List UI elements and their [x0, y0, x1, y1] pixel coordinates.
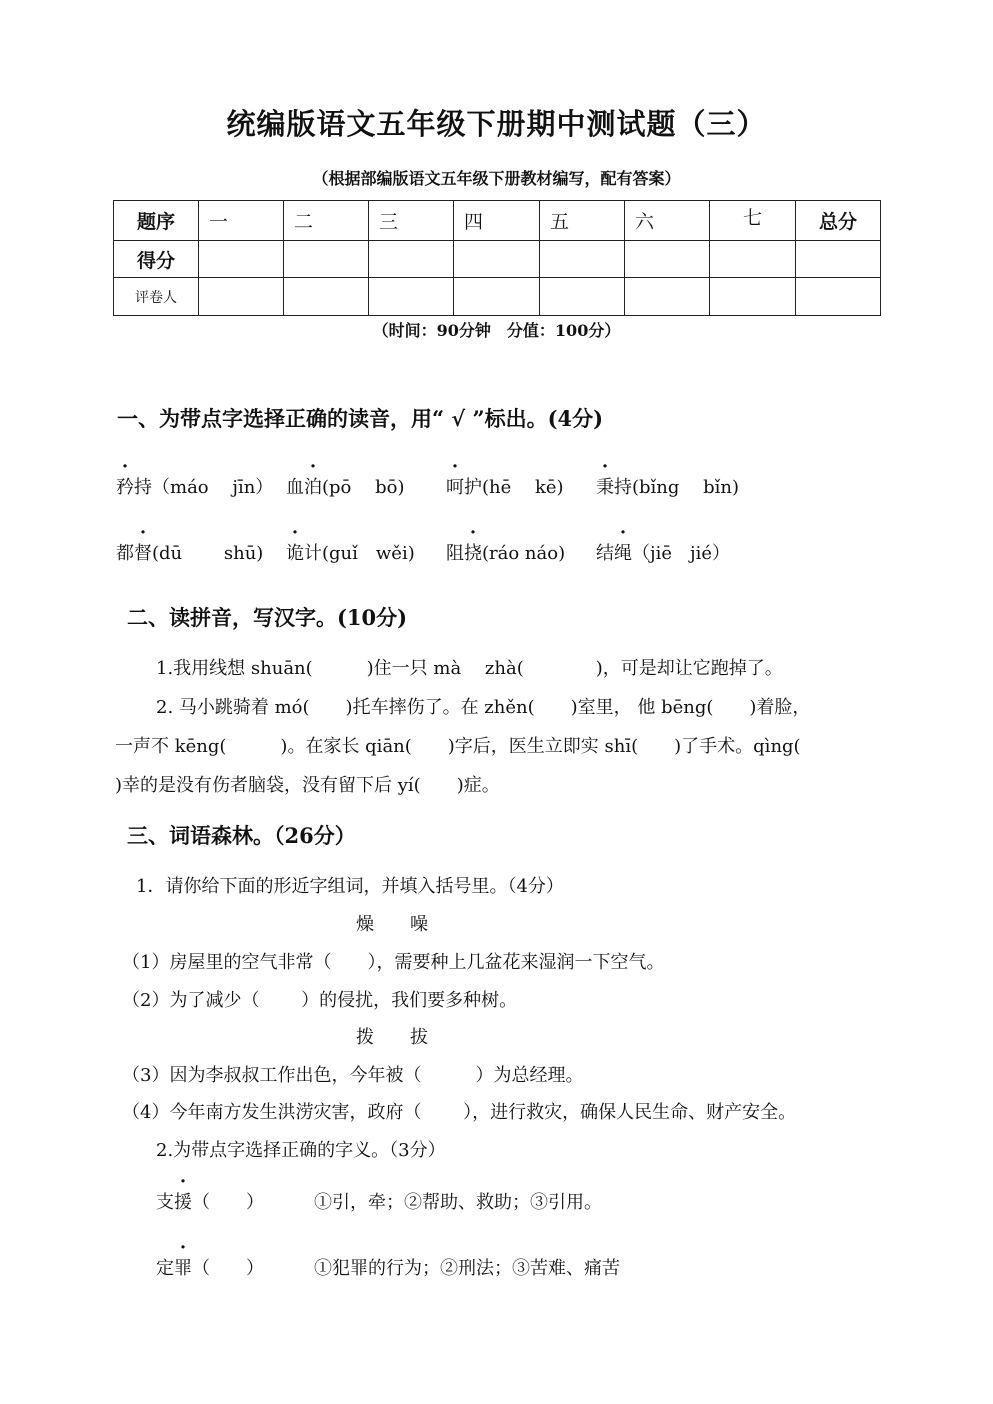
- score-input-cell[interactable]: [796, 241, 881, 278]
- score-input-cell[interactable]: [369, 241, 454, 278]
- score-table-cell: 六: [625, 201, 710, 241]
- score-row-label: 得分: [114, 241, 199, 278]
- char-pair: 燥 噪: [356, 914, 428, 935]
- score-table-score-row: [114, 241, 881, 278]
- section2-line: 2. 马小跳骑着 mó( )托车摔伤了。在 zhěn( )室里， 他 bēng( )着脸，: [156, 697, 811, 718]
- sentence: （2）为了减少（ ）的侵扰，我们要多种树。: [122, 990, 518, 1011]
- pinyin-item: 都督(dū shū): [116, 539, 263, 565]
- dotted-char: 秉: [596, 477, 614, 498]
- time-note: （时间：90分钟 分值：100分）: [372, 321, 621, 340]
- score-table-header-row: [114, 201, 881, 241]
- pinyin-item: 血泊(pō bō): [286, 473, 405, 499]
- pinyin-item: 秉持(bǐng bǐn): [596, 473, 739, 499]
- dotted-char: 罪: [174, 1258, 192, 1279]
- score-table-cell: 三: [369, 201, 454, 241]
- sentence: （4）今年南方发生洪涝灾害，政府（ ），进行救灾，确保人民生命、财产安全。: [122, 1102, 797, 1123]
- dotted-char: 呵: [446, 477, 464, 498]
- section2-line: )幸的是没有伤者脑袋，没有留下后 yí( )症。: [115, 775, 500, 796]
- grader-input-cell[interactable]: [625, 278, 710, 316]
- section1-heading: 一、为带点字选择正确的读音，用“ √ ”标出。(4分): [117, 406, 604, 431]
- question-1: 1．请你给下面的形近字组词，并填入括号里。（4分）: [136, 876, 564, 897]
- grader-input-cell[interactable]: [284, 278, 369, 316]
- grader-input-cell[interactable]: [199, 278, 284, 316]
- pinyin-item: 矜持（máo jīn）: [116, 473, 273, 499]
- score-input-cell[interactable]: [540, 241, 625, 278]
- grader-input-cell[interactable]: [796, 278, 881, 316]
- score-table-cell: 总分: [796, 201, 881, 241]
- section2-line: 一声不 kēng( )。在家长 qiān( )字后，医生立即实 shī( )了手术。qìng(: [115, 736, 801, 757]
- section2-line: 1.我用线想 shuān( )住一只 mà zhà( )，可是却让它跑掉了。: [156, 658, 783, 679]
- score-table-cell: 一: [199, 201, 284, 241]
- grader-input-cell[interactable]: [710, 278, 796, 316]
- pinyin-item: 呵护(hē kē): [446, 473, 564, 499]
- score-input-cell[interactable]: [199, 241, 284, 278]
- score-table-cell: 五: [540, 201, 625, 241]
- meaning-options: ①引，牵；②帮助、救助；③引用。: [314, 1192, 602, 1213]
- score-table-cell: 题序: [114, 201, 199, 241]
- char-pair: 拨 拔: [356, 1027, 428, 1048]
- meaning-item: 支援（ ）: [156, 1188, 264, 1214]
- meaning-options: ①犯罪的行为；②刑法；③苦难、痛苦: [314, 1258, 620, 1279]
- page-subtitle: （根据部编版语文五年级下册教材编写，配有答案）: [312, 169, 681, 188]
- question-2: 2.为带点字选择正确的字义。（3分）: [156, 1140, 446, 1161]
- score-table-cell: 四: [454, 201, 540, 241]
- meaning-item: 定罪（ ）: [156, 1254, 264, 1280]
- dotted-char: 督: [134, 543, 152, 564]
- dotted-char: 援: [174, 1192, 192, 1213]
- dotted-char: 挠: [464, 543, 482, 564]
- sentence: （1）房屋里的空气非常（ ），需要种上几盆花来湿润一下空气。: [122, 952, 665, 973]
- section2-heading: 二、读拼音，写汉字。(10分): [127, 605, 408, 630]
- score-table-cell: 七: [710, 201, 796, 241]
- grader-input-cell[interactable]: [369, 278, 454, 316]
- dotted-char: 绳: [614, 543, 632, 564]
- grader-row-label: 评卷人: [114, 278, 199, 316]
- score-input-cell[interactable]: [710, 241, 796, 278]
- pinyin-item: 阻挠(ráo náo): [446, 539, 565, 565]
- grader-input-cell[interactable]: [540, 278, 625, 316]
- score-table-grader-row: [114, 278, 881, 316]
- pinyin-item: 结绳（jiē jié）: [596, 539, 730, 565]
- score-input-cell[interactable]: [625, 241, 710, 278]
- pinyin-item: 诡计(guǐ wěi): [286, 539, 415, 565]
- score-input-cell[interactable]: [284, 241, 369, 278]
- sentence: （3）因为李叔叔工作出色，今年被（ ）为总经理。: [122, 1065, 584, 1086]
- dotted-char: 诡: [286, 543, 304, 564]
- section3-heading: 三、词语森林。（26分）: [127, 823, 356, 848]
- score-input-cell[interactable]: [454, 241, 540, 278]
- score-table: [113, 200, 881, 316]
- dotted-char: 泊: [304, 477, 322, 498]
- dotted-char: 矜: [116, 477, 134, 498]
- grader-input-cell[interactable]: [454, 278, 540, 316]
- score-table-cell: 二: [284, 201, 369, 241]
- page-title: 统编版语文五年级下册期中测试题（三）: [226, 107, 767, 141]
